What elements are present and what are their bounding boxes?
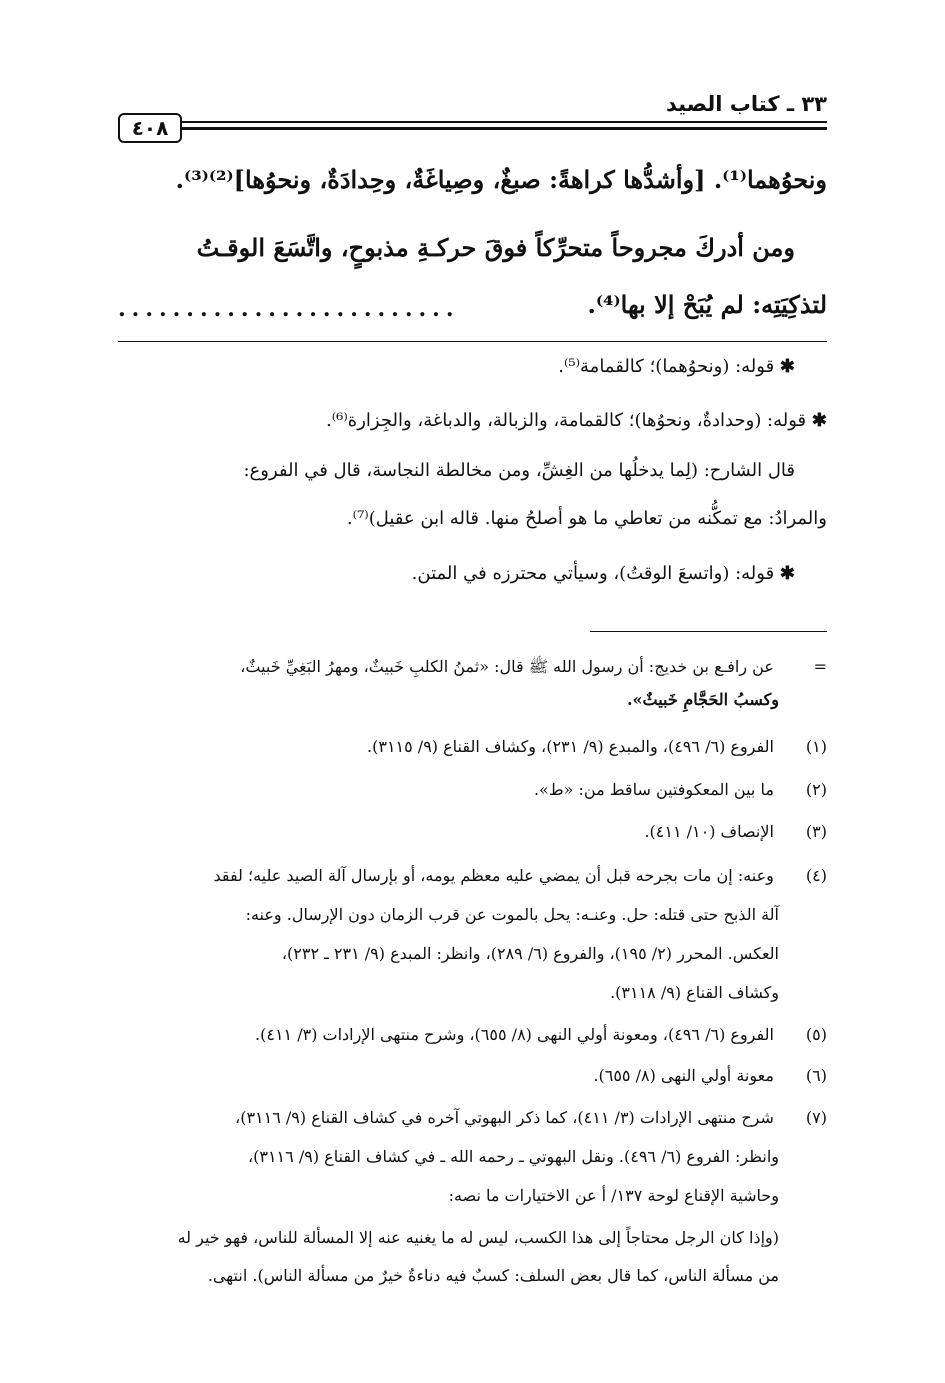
dots-leader: ......................... bbox=[118, 296, 460, 322]
continuation-text-1: عن رافـع بن خديج: أن رسول الله ﷺ قال: «ثمنُ الكلبِ خَبيثٌ، ومهرُ البَغِيِّ خَبيثٌ، bbox=[240, 657, 774, 676]
sharh-text-2: قوله: (وحدادةٌ، ونحوُها)؛ كالقمامة، والزبالة، والدباغة، والجِزارة⁽⁶⁾. bbox=[326, 410, 807, 431]
matn-line-1: ونحوُهما⁽¹⁾. [وأشدُّها كراهةً: صبغٌ، وصِياغَةٌ، وحِدادَةٌ، ونحوُها]⁽²⁾⁽³⁾. bbox=[175, 165, 827, 194]
sharh-paragraph-2 bbox=[118, 410, 827, 431]
footnote-text: الإنصاف (١٠/ ٤١١). bbox=[644, 822, 774, 841]
footnote-number: (٥) bbox=[805, 1025, 827, 1044]
footnote-number: (١) bbox=[805, 737, 827, 756]
sharh-text-1: قوله: (ونحوُهما)؛ كالقمامة⁽⁵⁾. bbox=[558, 356, 775, 377]
footnote-number: (٤) bbox=[805, 866, 827, 885]
footnote-number: (٣) bbox=[805, 822, 827, 841]
footnote-text: وعنه: إن مات بجرحه قبل أن يمضي عليه معظم يومه، أو بإرسال آلة الصيد عليه؛ لفقد bbox=[213, 866, 774, 885]
footnote-number: (٦) bbox=[805, 1066, 827, 1085]
sharh-paragraph-1 bbox=[86, 356, 795, 377]
footnote-3 bbox=[644, 822, 827, 841]
footnote-text: شرح منتهى الإرادات (٣/ ٤١١)، كما ذكر البهوتي آخره في كشاف القناع (٩/ ٣١١٦)، bbox=[235, 1108, 774, 1127]
sharh-line-4: والمرادُ: مع تمكُّنه من تعاطي ما هو أصلحُ منها. قاله ابن عقيل)⁽⁷⁾. bbox=[346, 508, 827, 529]
star-marker: ✱ bbox=[779, 356, 795, 377]
page-number: ٤٠٨ bbox=[118, 113, 182, 143]
sharh-text-5: قوله: (واتسعَ الوقتُ)، وسيأتي محترزه في المتن. bbox=[411, 563, 775, 584]
header-rule-top bbox=[130, 121, 827, 123]
footnote-text: معونة أولي النهى (٨/ ٦٥٥). bbox=[593, 1066, 774, 1085]
sharh-line-3: قال الشارح: (لِما يدخلُها من الغِشِّ، ومن مخالطة النجاسة، قال في الفروع: bbox=[243, 460, 795, 481]
footnote-4-line-3: العكس. المحرر (٢/ ١٩٥)، والفروع (٦/ ٢٨٩)، وانظر: المبدع (٩/ ٢٣١ ـ ٢٣٢)، bbox=[281, 944, 779, 963]
footnote-7 bbox=[235, 1108, 827, 1127]
footnote-7-line-3: وحاشية الإقناع لوحة ١٣٧/ أ عن الاختيارات ما نصه: bbox=[448, 1186, 779, 1205]
star-marker: ✱ bbox=[779, 563, 795, 584]
star-marker: ✱ bbox=[811, 410, 827, 431]
footnote-7-line-2: وانظر: الفروع (٦/ ٤٩٦). ونقل البهوتي ـ رحمه الله ـ في كشاف القناع (٩/ ٣١١٦)، bbox=[247, 1147, 779, 1166]
footnote-4-line-4: وكشاف القناع (٩/ ٣١١٨). bbox=[610, 983, 779, 1002]
matn-separator-rule bbox=[118, 341, 827, 342]
footnote-text: ما بين المعكوفتين ساقط من: «ط». bbox=[533, 780, 774, 799]
footnote-text: الفروع (٦/ ٤٩٦)، ومعونة أولي النهى (٨/ ٦٥٥)، وشرح منتهى الإرادات (٣/ ٤١١). bbox=[255, 1025, 774, 1044]
footnote-5 bbox=[255, 1025, 827, 1044]
footnote-1 bbox=[367, 737, 827, 756]
footnote-7-line-4: (وإذا كان الرجل محتاجاً إلى هذا الكسب، ليس له ما يغنيه عنه إلا المسألة للناس، فهو خير له bbox=[177, 1228, 779, 1247]
footnote-continuation-line-2: وكسبُ الحَجَّامِ خَبيثٌ». bbox=[626, 690, 779, 709]
footnote-text: الفروع (٦/ ٤٩٦)، والمبدع (٩/ ٢٣١)، وكشاف القناع (٩/ ٣١١٥). bbox=[367, 737, 774, 756]
footnote-6 bbox=[593, 1066, 827, 1085]
footnote-continuation-line-1 bbox=[240, 657, 827, 680]
running-title: ٣٣ ـ كتاب الصيد bbox=[665, 92, 827, 116]
footnote-4-line-2: آلة الذبح حتى قتله: حل. وعنـه: يحل بالموت عن قرب الزمان دون الإرسال. وعنه: bbox=[245, 905, 779, 924]
header-rule-bottom bbox=[130, 127, 827, 130]
continuation-marker: = bbox=[813, 657, 827, 676]
footnote-rule bbox=[590, 631, 827, 632]
matn-line-2: ومن أدركَ مجروحاً متحرِّكاً فوقَ حركـةِ مذبوحٍ، واتَّسَعَ الوقـتُ bbox=[196, 233, 795, 262]
sharh-paragraph-5 bbox=[86, 563, 795, 584]
footnote-4 bbox=[213, 866, 827, 885]
footnote-number: (٧) bbox=[805, 1108, 827, 1127]
footnote-2 bbox=[534, 780, 827, 799]
footnote-number: (٢) bbox=[805, 780, 827, 799]
footnote-7-line-5: من مسألة الناس، كما قال بعض السلف: كسبٌ فيه دناءةٌ خيرٌ من مسألة الناس). انتهى. bbox=[207, 1266, 779, 1285]
matn-line-3: لتذكِيَتِه: لم يُبَحْ إلا بها⁽⁴⁾. bbox=[587, 290, 827, 319]
